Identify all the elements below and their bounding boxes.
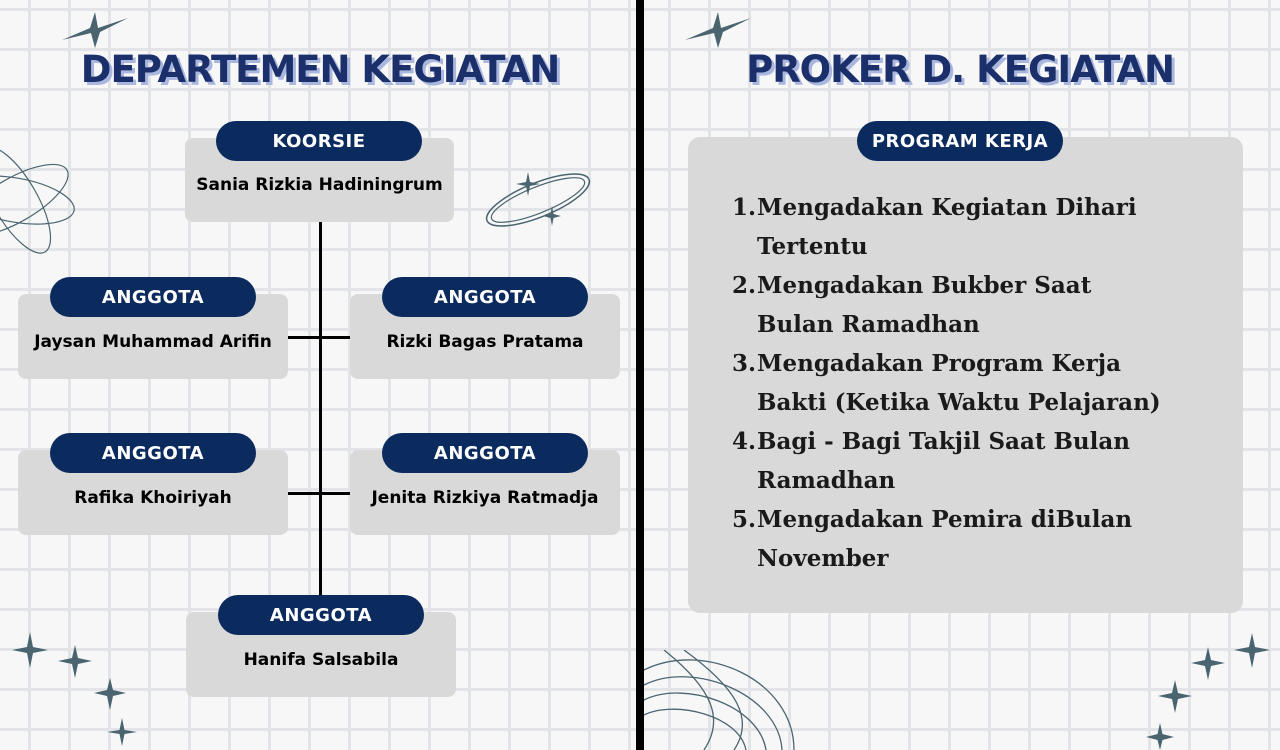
connector-vertical bbox=[319, 222, 322, 597]
panel-divider bbox=[636, 0, 644, 750]
program-item bbox=[728, 344, 1228, 422]
department-title: DEPARTEMEN KEGIATAN bbox=[80, 48, 560, 91]
program-item-text: Mengadakan Bukber Saat bbox=[757, 272, 1092, 299]
member-name: Jaysan Muhammad Arifin bbox=[34, 331, 272, 352]
sparkles-decoration bbox=[1130, 625, 1280, 750]
program-item-text: Mengadakan Pemira diBulan bbox=[757, 506, 1133, 533]
program-item-text: Bakti (Ketika Waktu Pelajaran) bbox=[757, 389, 1161, 416]
program-label: PROGRAM KERJA bbox=[857, 121, 1063, 161]
program-list bbox=[728, 188, 1228, 578]
member-name: Jenita Rizkiya Ratmadja bbox=[371, 487, 599, 508]
connector-row1 bbox=[287, 336, 350, 339]
program-item-text: Bulan Ramadhan bbox=[757, 311, 980, 338]
program-item-text: Ramadhan bbox=[757, 467, 896, 494]
program-item-text: Mengadakan Program Kerja bbox=[757, 350, 1122, 377]
sparkle-icon bbox=[60, 10, 130, 50]
program-item bbox=[728, 188, 1228, 266]
program-item-number: 1. bbox=[731, 194, 756, 221]
wave-decoration bbox=[644, 650, 824, 750]
proker-title: PROKER D. KEGIATAN bbox=[746, 48, 1174, 91]
member-name: Rizki Bagas Pratama bbox=[386, 331, 584, 352]
program-item bbox=[728, 422, 1228, 500]
program-item-text: Mengadakan Kegiatan Dihari bbox=[757, 194, 1137, 221]
program-item-text: Bagi - Bagi Takjil Saat Bulan bbox=[757, 428, 1131, 455]
member-name: Hanifa Salsabila bbox=[243, 649, 399, 670]
member-name: Rafika Khoiriyah bbox=[74, 487, 232, 508]
program-item-number: 2. bbox=[731, 272, 756, 299]
member-label: ANGGOTA bbox=[382, 277, 588, 317]
koorsie-name: Sania Rizkia Hadiningrum bbox=[196, 175, 443, 195]
member-label: ANGGOTA bbox=[50, 277, 256, 317]
program-item bbox=[728, 266, 1228, 344]
program-item-text: November bbox=[757, 545, 889, 572]
member-label: ANGGOTA bbox=[218, 595, 424, 635]
member-label: ANGGOTA bbox=[382, 433, 588, 473]
program-item bbox=[728, 500, 1228, 578]
program-item-text: Tertentu bbox=[757, 233, 868, 260]
program-item-number: 5. bbox=[731, 506, 756, 533]
connector-row2 bbox=[287, 492, 350, 495]
koorsie-label: KOORSIE bbox=[216, 121, 422, 161]
program-item-number: 4. bbox=[731, 428, 756, 455]
sparkles-decoration bbox=[0, 620, 160, 750]
ring-decoration bbox=[480, 160, 600, 240]
orbit-decoration bbox=[0, 125, 80, 275]
program-item-number: 3. bbox=[731, 350, 756, 377]
member-label: ANGGOTA bbox=[50, 433, 256, 473]
sparkle-icon bbox=[683, 10, 753, 50]
